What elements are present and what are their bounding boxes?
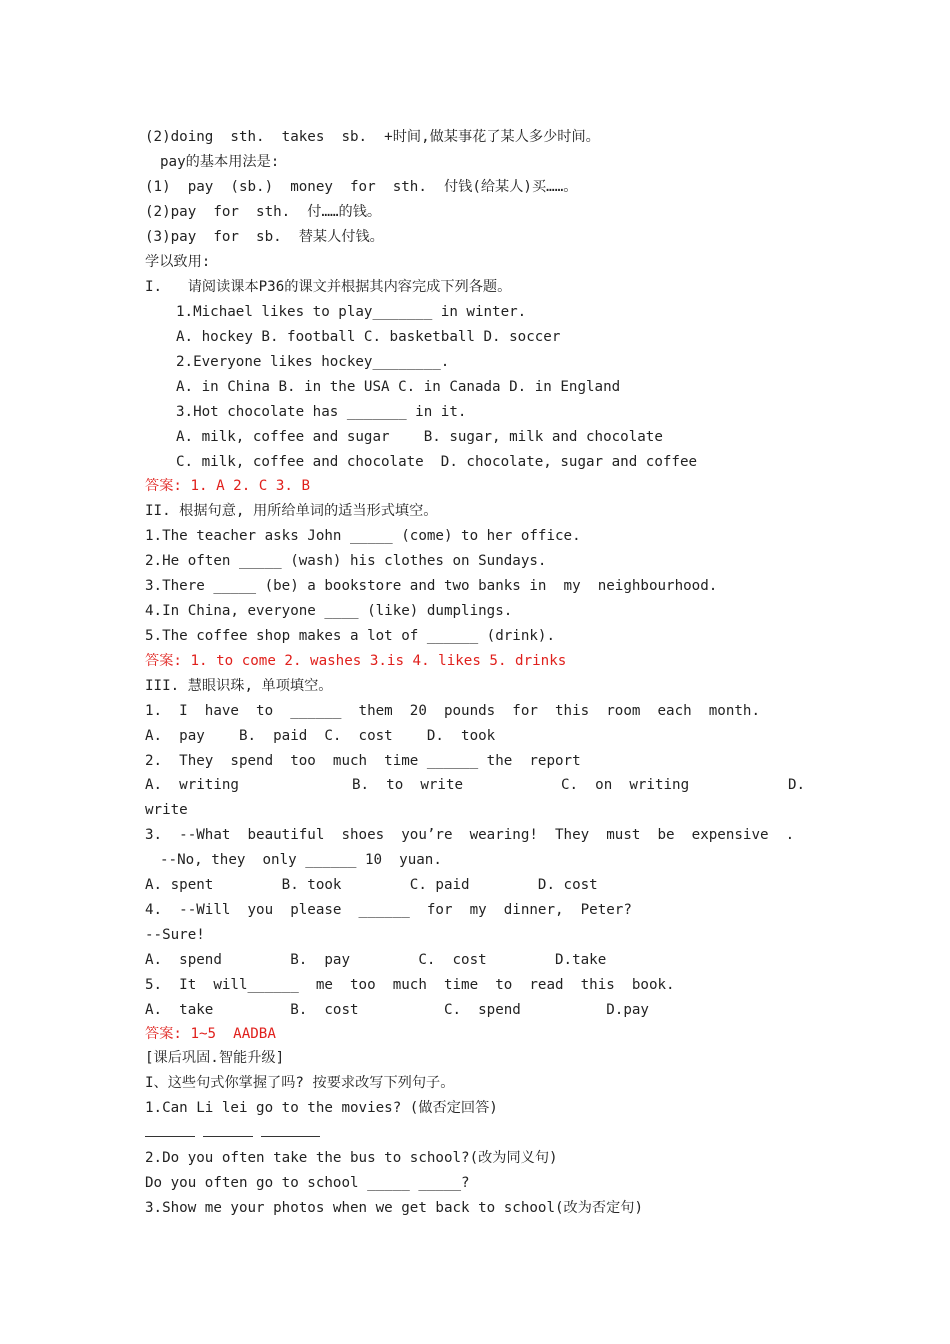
choice-3-options: A. spent B. took C. paid D. cost (145, 877, 598, 893)
fill-in-3: 3.There _____ (be) a bookstore and two banks in my neighbourhood. (145, 578, 718, 594)
question-2-options: A. in China B. in the USA C. in Canada D. in England (176, 379, 621, 395)
choice-2-option-b: B. to write (352, 777, 464, 793)
rewrite-3: 3.Show me your photos when we get back to school(改为否定句) (145, 1200, 644, 1216)
rewrite-section-title: I、这些句式你掌握了吗? 按要求改写下列句子。 (145, 1075, 455, 1091)
choice-2-options (145, 774, 825, 796)
choice-1-options: A. pay B. paid C. cost D. took (145, 728, 496, 744)
choice-2-option-c: C. on writing (561, 777, 690, 793)
rewrite-2: 2.Do you often take the bus to school?(改为同义句) (145, 1150, 558, 1166)
fill-in-1: 1.The teacher asks John _____ (come) to her office. (145, 528, 581, 544)
question-3: 3.Hot chocolate has _______ in it. (176, 404, 467, 420)
fill-in-4: 4.In China, everyone ____ (like) dumplings. (145, 603, 513, 619)
section-1-title: I. 请阅读课本P36的课文并根据其内容完成下列各题。 (145, 279, 512, 295)
choice-2-option-a: A. writing (145, 777, 239, 793)
pay-usage-2: (2)pay for sth. 付……的钱。 (145, 204, 382, 220)
section-3-title: III. 慧眼识珠, 单项填空。 (145, 678, 333, 694)
answer-blank (261, 1136, 320, 1137)
fill-in-2: 2.He often _____ (wash) his clothes on Sundays. (145, 553, 547, 569)
question-1-options: A. hockey B. football C. basketball D. soccer (176, 329, 561, 345)
rewrite-1-answer-blanks (145, 1136, 321, 1138)
fill-in-5: 5.The coffee shop makes a lot of ______ (drink). (145, 628, 555, 644)
rewrite-2-target: Do you often go to school _____ _____? (145, 1175, 470, 1191)
question-2: 2.Everyone likes hockey________. (176, 354, 450, 370)
choice-4-reply: --Sure! (145, 927, 205, 943)
answer-blank (145, 1136, 195, 1137)
answer-section-2: 答案: 1. to come 2. washes 3.is 4. likes 5. drinks (145, 653, 567, 669)
choice-4-options: A. spend B. pay C. cost D.take (145, 952, 607, 968)
answer-blank (203, 1136, 253, 1137)
answer-section-3: 答案: 1~5 AADBA (145, 1026, 276, 1042)
section-2-title: II. 根据句意, 用所给单词的适当形式填空。 (145, 503, 438, 519)
practice-heading: 学以致用: (145, 254, 211, 270)
answer-section-1: 答案: 1. A 2. C 3. B (145, 478, 311, 494)
after-class-heading: [课后巩固.智能升级] (145, 1050, 285, 1066)
pay-usage-heading: pay的基本用法是: (160, 154, 280, 170)
rewrite-1: 1.Can Li lei go to the movies? (做否定回答) (145, 1100, 498, 1116)
choice-5-options: A. take B. cost C. spend D.pay (145, 1002, 649, 1018)
question-1: 1.Michael likes to play_______ in winter. (176, 304, 527, 320)
choice-3: 3. --What beautiful shoes you’re wearing! They must be expensive . (145, 827, 795, 843)
question-3-options-cd: C. milk, coffee and chocolate D. chocolate, sugar and coffee (176, 454, 698, 470)
choice-4: 4. --Will you please ______ for my dinner, Peter? (145, 902, 632, 918)
choice-2-option-d-text: write (145, 802, 188, 818)
usage-take-rule: (2)doing sth. takes sb. +时间,做某事花了某人多少时间。 (145, 129, 600, 145)
pay-usage-3: (3)pay for sb. 替某人付钱。 (145, 229, 384, 245)
choice-2-option-d-label: D. (788, 777, 806, 793)
choice-3-reply: --No, they only ______ 10 yuan. (160, 852, 442, 868)
choice-1: 1. I have to ______ them 20 pounds for this room each month. (145, 703, 760, 719)
choice-5: 5. It will______ me too much time to read this book. (145, 977, 675, 993)
choice-2: 2. They spend too much time ______ the report (145, 753, 581, 769)
pay-usage-1: (1) pay (sb.) money for sth. 付钱(给某人)买……。 (145, 179, 578, 195)
question-3-options-ab: A. milk, coffee and sugar B. sugar, milk and chocolate (176, 429, 663, 445)
